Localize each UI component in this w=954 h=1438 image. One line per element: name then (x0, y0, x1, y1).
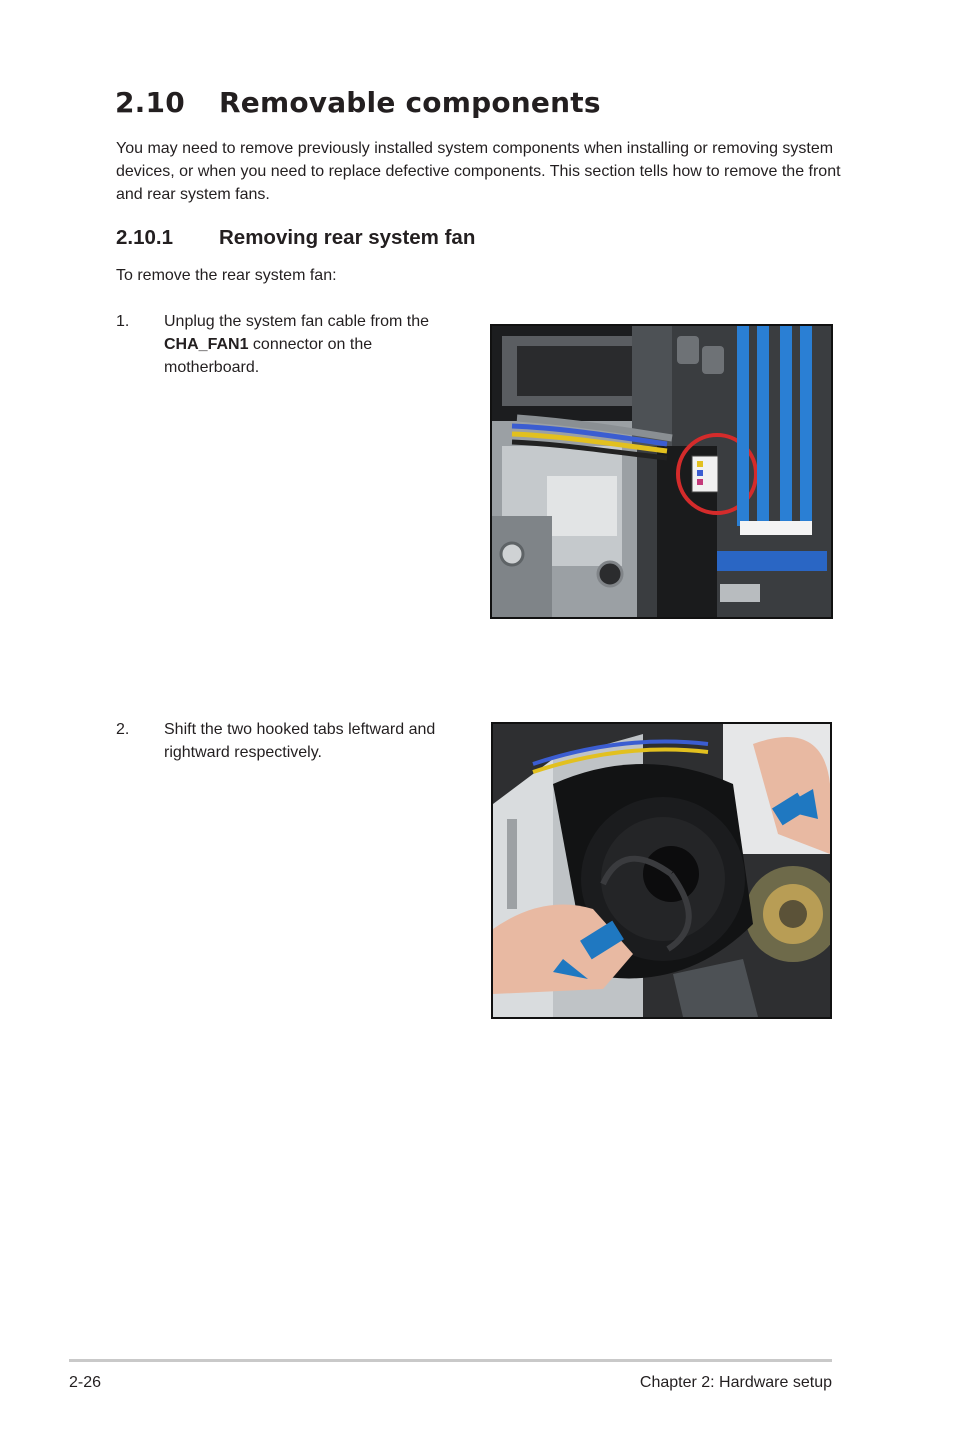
step-number: 1. (116, 313, 130, 330)
chapter-label: Chapter 2: Hardware setup (639, 1374, 832, 1391)
footer-rule (69, 1359, 832, 1362)
subsection-heading (116, 226, 475, 250)
motherboard-fan-connector-photo (490, 324, 833, 619)
motherboard-illustration (492, 326, 831, 617)
page-number: 2-26 (69, 1374, 102, 1391)
step-number: 2. (116, 721, 130, 738)
step-text: Shift the two hooked tabs leftward and rightward respectively. (164, 721, 436, 761)
step-text-before: Unplug the system fan cable from the (164, 313, 430, 330)
procedure-lead: To remove the rear system fan: (116, 267, 337, 284)
connector-name: CHA_FAN1 (164, 336, 249, 353)
section-number: 2.10 (115, 86, 185, 119)
fan-removal-illustration (493, 724, 830, 1017)
subsection-number: 2.10.1 (116, 226, 173, 249)
step-text (164, 310, 464, 379)
intro-paragraph: You may need to remove previously installed system components when installing or removing system devices, or when you need to replace defective components. This section tells how to remove the front and rear system fans. (116, 140, 841, 203)
section-title: Removable components (219, 86, 601, 119)
step-text-after: connector on the motherboard. (164, 336, 373, 376)
section-heading (115, 86, 601, 119)
subsection-title: Removing rear system fan (219, 226, 476, 249)
fan-removal-photo (491, 722, 832, 1019)
